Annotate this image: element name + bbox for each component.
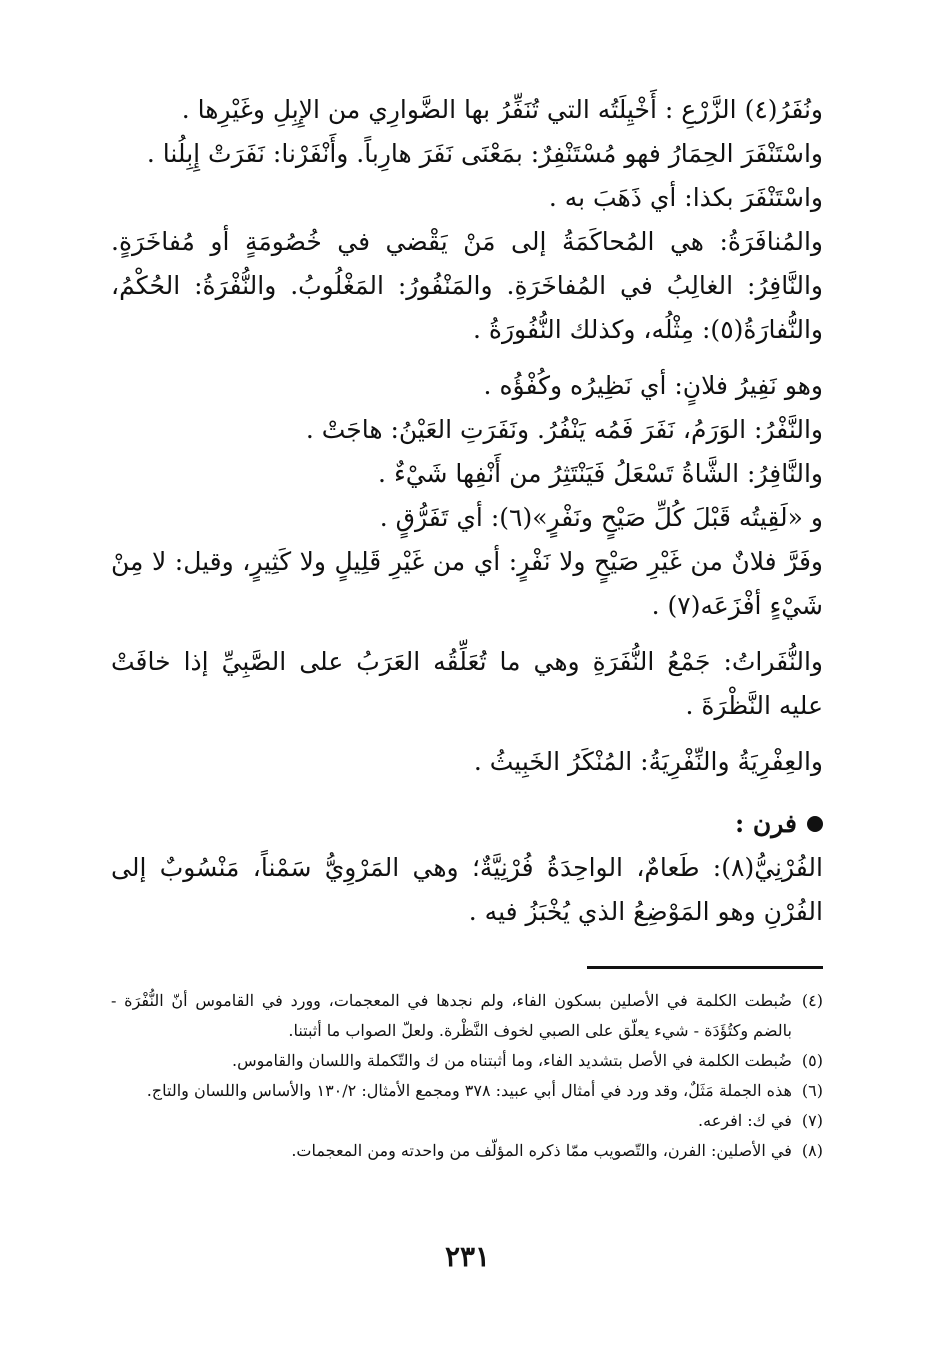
entry-paragraph: والمُنافَرَةُ: هي المُحاكَمَةُ إلى مَنْ يَقْضي في خُصُومَةٍ أو مُفاخَرَةٍ. والنَّافِرُ: الغالِبُ في المُفاخَرَةِ. والمَنْفُورُ: المَغْلُوبُ. والنُّفْرَةُ: الحُكْمُ، والنُّفارَةُ(٥): مِثْلُه، وكذلك النُّفُورَةُ .: [111, 227, 823, 344]
footnote-divider: [587, 966, 823, 969]
footnote-number: (٤): [801, 991, 823, 1010]
footnote-number: (٥): [801, 1051, 823, 1070]
footnote-item: [111, 1136, 823, 1166]
entry-paragraph: والنُّفَراتُ: جَمْعُ النُّفَرَةِ وهي ما تُعَلِّقُه العَرَبُ على الصَّبِيِّ إذا خافَتْ عليه النَّظْرَةَ .: [111, 647, 823, 720]
footnote-item: [111, 1046, 823, 1076]
footnote-item: [111, 1076, 823, 1106]
bullet-icon: [807, 816, 823, 832]
entry-paragraph: الفُرْنِيُّ(٨): طَعامٌ، الواحِدَةُ فُرْنِيَّةٌ؛ وهي المَرْوِيُّ سَمْناً، مَنْسُوبٌ إلى الفُرْنِ وهو المَوْضِعُ الذي يُخْبَزُ فيه .: [111, 853, 823, 926]
entry-paragraph: والنَّفْرُ: الوَرَمُ، نَفَرَ فَمُه يَنْفُرُ. ونَفَرَتِ العَيْنُ: هاجَتْ .: [305, 415, 823, 444]
footnote-item: [111, 1106, 823, 1136]
footnote-text: هذه الجملة مَثَلٌ، وقد ورد في أمثال أبي عبيد: ٣٧٨ ومجمع الأمثال: ١٣٠/٢ والأساس واللسان والتاج.: [146, 1081, 792, 1100]
entry-paragraph: ونُفَرُ(٤) الزَّرْعِ : أَخْيِلَتُه التي تُنَفِّرُ بها الضَّوارِي من الإِبِلِ وغَيْرِها .: [181, 95, 823, 124]
footnote-item: [111, 986, 823, 1046]
entry-paragraph: واسْتَنْفَرَ الحِمَارُ فهو مُسْتَنْفِرٌ: بمَعْنَى نَفَرَ هارِباً. وأَنْفَرْنا: نَفَرَتْ إِبِلُنا .: [146, 139, 823, 168]
main-text-block: [111, 88, 823, 934]
footnote-number: (٧): [801, 1111, 823, 1130]
entry-paragraph: و «لَقِيتُه قَبْلَ كُلِّ صَيْحٍ ونَفْرٍ»(٦): أي تَفَرُّقٍ .: [379, 503, 823, 532]
entry-paragraph: واسْتَنْفَرَ بكذا: أي ذَهَبَ به .: [548, 183, 823, 212]
entry-paragraph: والعِفْرِيَةُ والنِّفْرِيَةُ: المُنْكَرُ الخَبِيثُ .: [473, 747, 823, 776]
page-number: ٢٣١: [444, 1240, 491, 1273]
entry-paragraph: وفَرَّ فلانٌ من غَيْرِ صَيْحٍ ولا نَفْرٍ: أي من غَيْرِ قَلِيلٍ ولا كَثِيرٍ، وقيل: لا مِنْ شَيْءٍ أفْزَعَه(٧) .: [111, 547, 823, 620]
footnote-text: في ك: افرعه.: [698, 1111, 792, 1130]
footnote-number: (٨): [801, 1141, 823, 1160]
footnote-text: ضُبطت الكلمة في الأصل بتشديد الفاء، وما أثبتناه من ك والتّكملة واللسان والقاموس.: [232, 1051, 792, 1070]
root-heading-label: فرن :: [734, 809, 797, 838]
footnote-text: ضُبطت الكلمة في الأصلين بسكون الفاء، ولم نجدها في المعجمات، وورد في القاموس أنّ النُّفْرَة - بالضم وكتُؤَدَة - شيء يعلّق على الصبي لخوف النَّظْرة. ولعلّ الصواب ما أثبتنا.: [111, 991, 792, 1040]
entry-paragraph: وهو نَفِيرُ فلانٍ: أي نَظِيرُه وكُفْؤُه .: [483, 371, 823, 400]
footnote-text: في الأصلين: الفرن، والتّصويب ممّا ذكره المؤلّف من واحدته ومن المعجمات.: [291, 1141, 792, 1160]
footnote-number: (٦): [801, 1081, 823, 1100]
entry-paragraph: والنَّافِرُ: الشَّاةُ تَسْعَلُ فَيَنْتَثِرُ من أَنْفِها شَيْءٌ .: [378, 459, 823, 488]
root-heading: [111, 802, 823, 846]
footnotes-section: [111, 986, 823, 1166]
